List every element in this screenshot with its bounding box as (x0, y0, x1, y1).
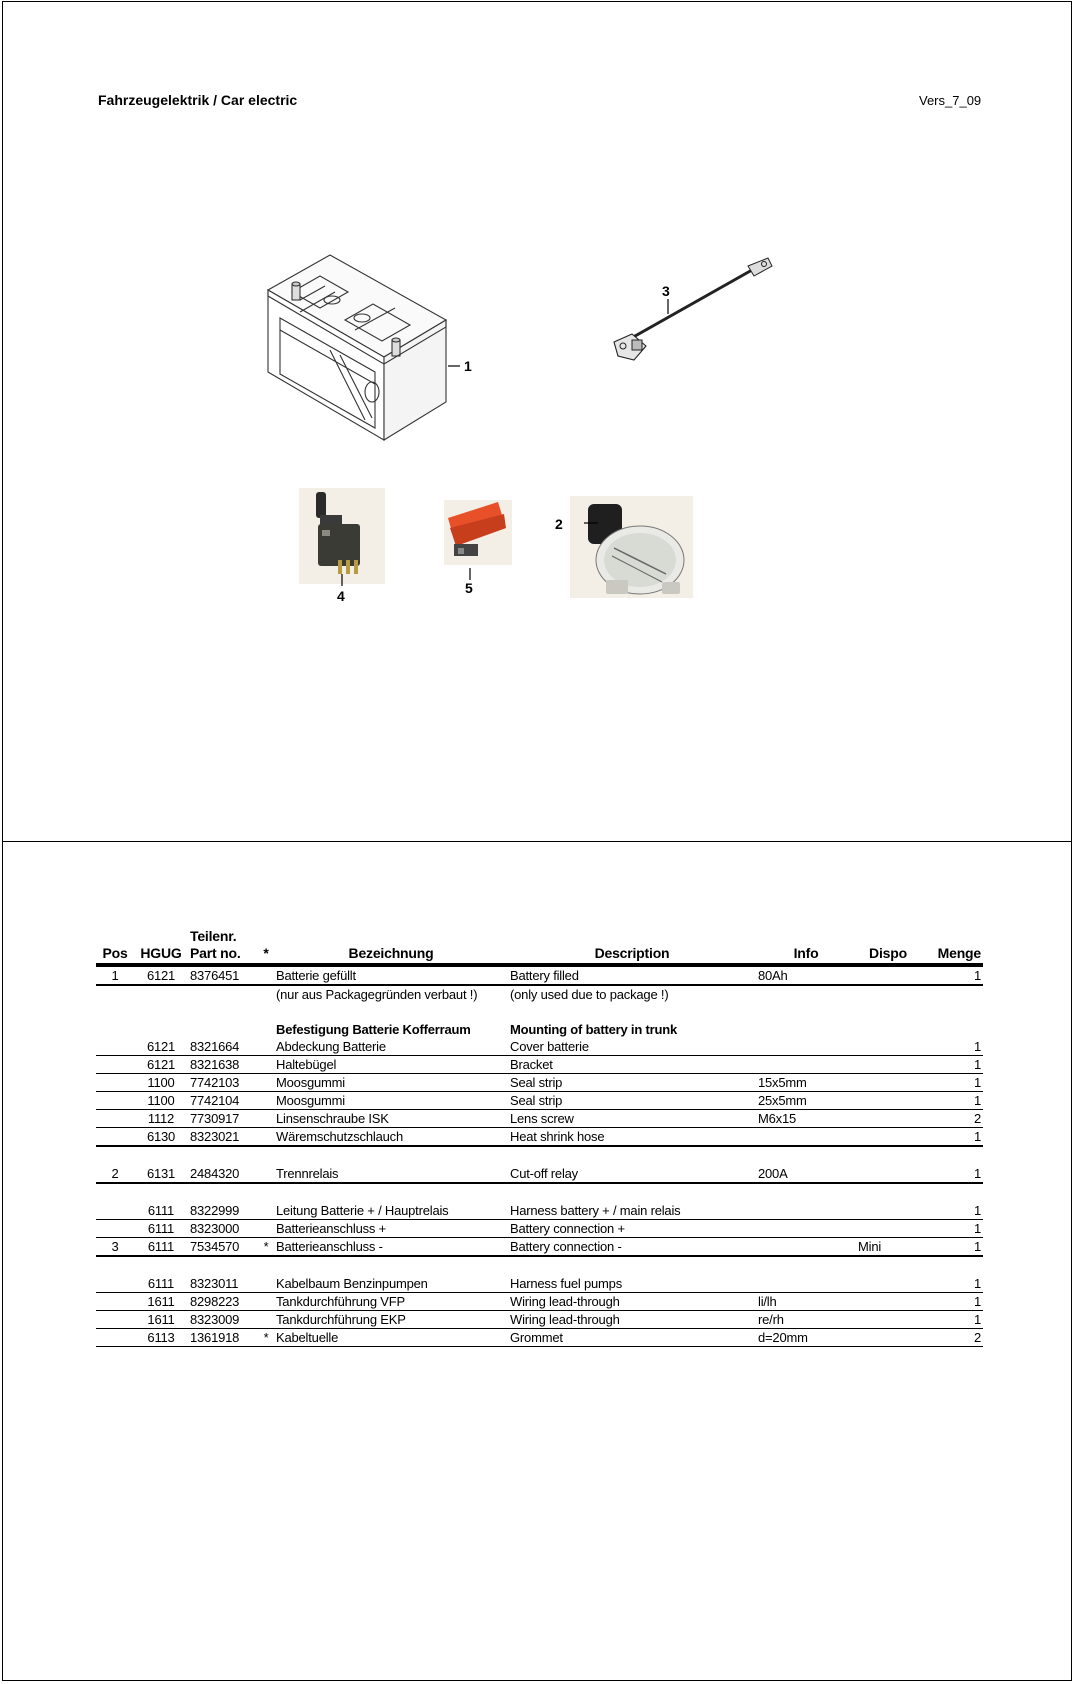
cell-bezeichnung: Linsenschraube ISK (274, 1110, 508, 1128)
cell-hgug: 1112 (134, 1110, 188, 1128)
switch-cover-photo (444, 500, 512, 565)
cell-bezeichnung (274, 1256, 508, 1275)
toggle-switch-photo (299, 488, 385, 584)
cell-hgug (134, 1003, 188, 1021)
cell-menge: 2 (920, 1110, 983, 1128)
cell-part-no: 8321664 (188, 1038, 258, 1056)
table-spacer-row (96, 1146, 983, 1165)
table-row (96, 1293, 983, 1311)
cell-part-no (188, 1256, 258, 1275)
cell-info (756, 1238, 856, 1257)
cell-star (258, 1038, 274, 1056)
cell-part-no (188, 1146, 258, 1165)
cell-star (258, 1021, 274, 1038)
cell-dispo (856, 1202, 920, 1220)
cell-hgug: 6131 (134, 1165, 188, 1183)
cell-star (258, 1311, 274, 1329)
cell-part-no: 7534570 (188, 1238, 258, 1257)
cell-description (508, 1183, 756, 1202)
header-part-line2: Part no. (190, 945, 241, 961)
cell-menge: 1 (920, 1038, 983, 1056)
cell-star (258, 1074, 274, 1092)
cell-bezeichnung: Moosgummi (274, 1092, 508, 1110)
cell-info (756, 1183, 856, 1202)
parts-table (96, 928, 983, 1347)
cell-info: li/lh (756, 1293, 856, 1311)
cell-description: Cover batterie (508, 1038, 756, 1056)
cell-part-no (188, 1183, 258, 1202)
cell-description: Bracket (508, 1056, 756, 1074)
cell-menge: 1 (920, 1311, 983, 1329)
callout-3: 3 (662, 283, 670, 299)
cell-star (258, 1293, 274, 1311)
cell-pos (96, 1329, 134, 1347)
cell-star (258, 1110, 274, 1128)
table-row (96, 1329, 983, 1347)
cell-pos (96, 1146, 134, 1165)
cell-bezeichnung: Wäremschutzschlauch (274, 1128, 508, 1147)
table-row (96, 1074, 983, 1092)
cell-pos (96, 1202, 134, 1220)
parts-table-body (96, 965, 983, 1347)
cell-hgug: 1611 (134, 1293, 188, 1311)
cell-menge: 1 (920, 1092, 983, 1110)
cell-star: * (258, 1238, 274, 1257)
cell-menge: 1 (920, 1275, 983, 1293)
table-row (96, 1311, 983, 1329)
header-part-no (188, 928, 258, 965)
cell-star (258, 1256, 274, 1275)
cell-menge: 1 (920, 1293, 983, 1311)
cell-dispo (856, 1293, 920, 1311)
header-dispo: Dispo (856, 928, 920, 965)
cell-info (756, 1275, 856, 1293)
callout-4: 4 (337, 588, 345, 604)
table-row (96, 1202, 983, 1220)
table-row (96, 1128, 983, 1147)
cell-pos: 1 (96, 965, 134, 985)
header-menge: Menge (920, 928, 983, 965)
cell-hgug (134, 1146, 188, 1165)
cell-pos (96, 1311, 134, 1329)
cell-dispo (856, 1038, 920, 1056)
cell-dispo (856, 1056, 920, 1074)
cell-description: Battery filled (508, 965, 756, 985)
cell-description: Mounting of battery in trunk (510, 1022, 677, 1037)
cell-menge (920, 1003, 983, 1021)
callout-5: 5 (465, 580, 473, 596)
cell-dispo (856, 1220, 920, 1238)
cell-info (756, 1056, 856, 1074)
table-row (96, 1038, 983, 1056)
cell-description: Cut-off relay (508, 1165, 756, 1183)
cell-bezeichnung (274, 1146, 508, 1165)
cell-star (258, 1202, 274, 1220)
cell-bezeichnung: Leitung Batterie + / Hauptrelais (274, 1202, 508, 1220)
cell-description: Harness fuel pumps (508, 1275, 756, 1293)
cell-menge: 1 (920, 1128, 983, 1147)
cell-info: d=20mm (756, 1329, 856, 1347)
cell-description: Battery connection - (508, 1238, 756, 1257)
cell-part-no: 2484320 (188, 1165, 258, 1183)
cell-menge: 1 (920, 1074, 983, 1092)
cell-pos (96, 1275, 134, 1293)
cell-pos (96, 1056, 134, 1074)
table-header-row (96, 928, 983, 965)
cell-info (756, 1146, 856, 1165)
cell-dispo (856, 1128, 920, 1147)
cell-dispo (856, 1074, 920, 1092)
header-info: Info (756, 928, 856, 965)
cell-pos: 3 (96, 1238, 134, 1257)
cell-info (756, 1038, 856, 1056)
cell-description: (only used due to package !) (510, 987, 669, 1002)
cell-description: Seal strip (508, 1092, 756, 1110)
cell-pos (96, 1293, 134, 1311)
cell-dispo (856, 1092, 920, 1110)
header-part-line1: Teilenr. (190, 928, 237, 944)
cell-info (756, 1128, 856, 1147)
cell-part-no: 8323000 (188, 1220, 258, 1238)
cell-dispo (856, 1110, 920, 1128)
cell-dispo (856, 1165, 920, 1183)
cell-dispo (856, 1003, 920, 1021)
cell-info (756, 1256, 856, 1275)
cell-menge (920, 1146, 983, 1165)
header-bezeichnung: Bezeichnung (274, 928, 508, 965)
table-row (96, 1056, 983, 1074)
cell-pos (96, 1021, 134, 1038)
cell-menge: 1 (920, 1165, 983, 1183)
cell-dispo (856, 965, 920, 985)
cell-info (756, 1220, 856, 1238)
cell-part-no: 8298223 (188, 1293, 258, 1311)
cell-part-no: 8321638 (188, 1056, 258, 1074)
cell-pos (96, 1110, 134, 1128)
cell-hgug: 1611 (134, 1311, 188, 1329)
cell-info: M6x15 (756, 1110, 856, 1128)
parts-diagram (0, 0, 1075, 841)
cell-hgug: 6121 (134, 1056, 188, 1074)
cell-bezeichnung: Haltebügel (274, 1056, 508, 1074)
cell-part-no: 7742103 (188, 1074, 258, 1092)
cell-dispo (856, 1275, 920, 1293)
version-label: Vers_7_09 (919, 93, 982, 108)
cell-bezeichnung (274, 1183, 508, 1202)
cell-description: Grommet (508, 1329, 756, 1347)
cell-hgug (134, 1256, 188, 1275)
cell-menge: 1 (920, 1238, 983, 1257)
cell-bezeichnung: Befestigung Batterie Kofferraum (276, 1022, 471, 1037)
cell-star (258, 1146, 274, 1165)
cell-bezeichnung: Moosgummi (274, 1074, 508, 1092)
relay-photo (570, 496, 693, 598)
cell-hgug: 6121 (134, 965, 188, 985)
cell-hgug: 1100 (134, 1074, 188, 1092)
table-spacer-row (96, 1003, 983, 1021)
cell-bezeichnung: Kabeltuelle (274, 1329, 508, 1347)
cell-description: Wiring lead-through (508, 1293, 756, 1311)
cell-menge: 1 (920, 965, 983, 985)
cell-hgug (134, 985, 188, 1003)
cell-pos: 2 (96, 1165, 134, 1183)
cell-pos (96, 1074, 134, 1092)
cell-pos (96, 1183, 134, 1202)
cell-bezeichnung (274, 1003, 508, 1021)
cell-part-no: 8376451 (188, 965, 258, 985)
cell-star (258, 1003, 274, 1021)
cell-star (258, 965, 274, 985)
cable-illustration (614, 258, 772, 360)
table-row (96, 965, 983, 985)
cell-description: Harness battery + / main relais (508, 1202, 756, 1220)
cell-part-no: 7742104 (188, 1092, 258, 1110)
cell-dispo (856, 985, 920, 1003)
cell-star (258, 1165, 274, 1183)
table-row (96, 1092, 983, 1110)
cell-description: Seal strip (508, 1074, 756, 1092)
table-row (96, 1110, 983, 1128)
cell-hgug: 6111 (134, 1275, 188, 1293)
cell-info: 15x5mm (756, 1074, 856, 1092)
cell-bezeichnung: Batterie gefüllt (274, 965, 508, 985)
cell-info: 80Ah (756, 965, 856, 985)
header-description: Description (508, 928, 756, 965)
battery-illustration (268, 255, 446, 440)
cell-description (508, 1146, 756, 1165)
cell-dispo (856, 1021, 920, 1038)
cell-star (258, 1128, 274, 1147)
cell-dispo (856, 1311, 920, 1329)
cell-info (756, 1021, 856, 1038)
cell-info: 25x5mm (756, 1092, 856, 1110)
cell-description (508, 1003, 756, 1021)
cell-pos (96, 1128, 134, 1147)
cell-hgug: 6111 (134, 1238, 188, 1257)
cell-hgug (134, 1021, 188, 1038)
cell-info (756, 1003, 856, 1021)
cell-part-no (188, 985, 258, 1003)
callout-1: 1 (464, 358, 472, 374)
cell-part-no: 8323011 (188, 1275, 258, 1293)
cell-hgug: 6121 (134, 1038, 188, 1056)
cell-menge (920, 985, 983, 1003)
cell-dispo: Mini (856, 1238, 920, 1257)
cell-pos (96, 1003, 134, 1021)
cell-hgug: 6113 (134, 1329, 188, 1347)
cell-bezeichnung: Batterieanschluss + (274, 1220, 508, 1238)
cell-part-no (188, 1003, 258, 1021)
cell-star (258, 1056, 274, 1074)
cell-part-no: 8322999 (188, 1202, 258, 1220)
cell-hgug: 1100 (134, 1092, 188, 1110)
cell-menge: 1 (920, 1220, 983, 1238)
cell-dispo (856, 1183, 920, 1202)
cell-description: Battery connection + (508, 1220, 756, 1238)
cell-hgug: 6130 (134, 1128, 188, 1147)
cell-star (258, 985, 274, 1003)
cell-description (508, 1256, 756, 1275)
cell-hgug: 6111 (134, 1220, 188, 1238)
cell-info: re/rh (756, 1311, 856, 1329)
cell-bezeichnung: Tankdurchführung EKP (274, 1311, 508, 1329)
cell-dispo (856, 1146, 920, 1165)
cell-description: Heat shrink hose (508, 1128, 756, 1147)
callout-2: 2 (555, 516, 563, 532)
table-spacer-row (96, 1256, 983, 1275)
cell-dispo (856, 1256, 920, 1275)
cell-pos (96, 1092, 134, 1110)
cell-bezeichnung: Batterieanschluss - (274, 1238, 508, 1257)
cell-star (258, 1275, 274, 1293)
table-row (96, 1165, 983, 1183)
cell-bezeichnung: (nur aus Packagegründen verbaut !) (276, 987, 478, 1002)
table-row (96, 1220, 983, 1238)
cell-dispo (856, 1329, 920, 1347)
header-star: * (258, 928, 274, 965)
cell-star (258, 1220, 274, 1238)
cell-part-no (188, 1021, 258, 1038)
cell-bezeichnung: Abdeckung Batterie (274, 1038, 508, 1056)
cell-menge: 1 (920, 1056, 983, 1074)
cell-pos (96, 1038, 134, 1056)
table-row (96, 1021, 983, 1038)
cell-bezeichnung: Kabelbaum Benzinpumpen (274, 1275, 508, 1293)
cell-menge (920, 1183, 983, 1202)
cell-bezeichnung: Tankdurchführung VFP (274, 1293, 508, 1311)
cell-menge: 2 (920, 1329, 983, 1347)
cell-description: Wiring lead-through (508, 1311, 756, 1329)
page-title: Fahrzeugelektrik / Car electric (98, 92, 298, 108)
cell-hgug (134, 1183, 188, 1202)
cell-part-no: 8323021 (188, 1128, 258, 1147)
cell-info (756, 985, 856, 1003)
cell-info (756, 1202, 856, 1220)
header-pos: Pos (96, 928, 134, 965)
cell-description: Lens screw (508, 1110, 756, 1128)
header-hgug: HGUG (134, 928, 188, 965)
cell-part-no: 1361918 (188, 1329, 258, 1347)
cell-part-no: 7730917 (188, 1110, 258, 1128)
cell-menge (920, 1256, 983, 1275)
table-row (96, 985, 983, 1003)
cell-info: 200A (756, 1165, 856, 1183)
table-spacer-row (96, 1183, 983, 1202)
cell-hgug: 6111 (134, 1202, 188, 1220)
cell-pos (96, 985, 134, 1003)
cell-pos (96, 1220, 134, 1238)
cell-menge (920, 1021, 983, 1038)
cell-part-no: 8323009 (188, 1311, 258, 1329)
cell-menge: 1 (920, 1202, 983, 1220)
cell-pos (96, 1256, 134, 1275)
table-row (96, 1238, 983, 1257)
cell-bezeichnung: Trennrelais (274, 1165, 508, 1183)
cell-star: * (258, 1329, 274, 1347)
cell-star (258, 1183, 274, 1202)
page-divider (2, 841, 1072, 842)
cell-star (258, 1092, 274, 1110)
table-row (96, 1275, 983, 1293)
